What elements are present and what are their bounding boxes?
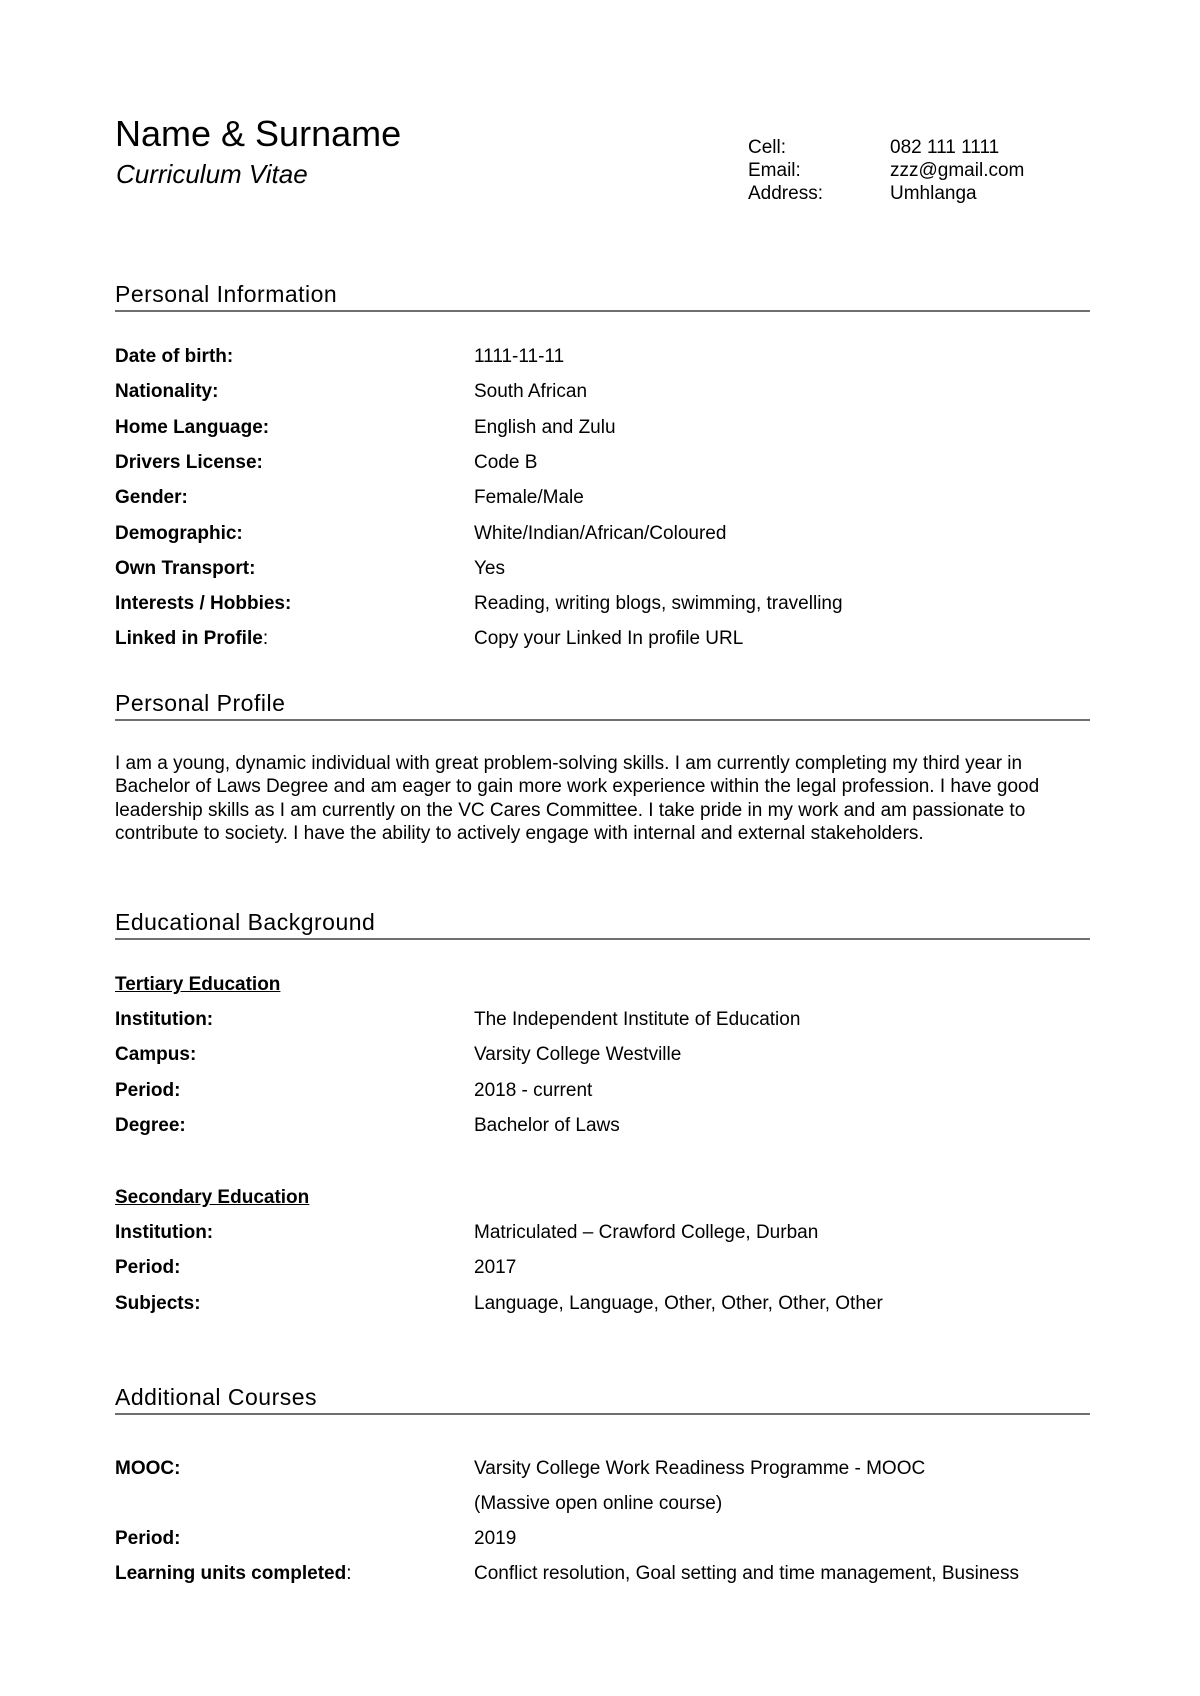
row-label: Date of birth: [115,346,234,367]
section-title-personal-information: Personal Information [115,279,1090,312]
contact-value: 082 111 1111 [890,137,1000,158]
row-label: Institution: [115,1009,214,1030]
row-value: Matriculated – Crawford College, Durban [474,1222,819,1243]
contact-row-address [748,182,1024,205]
row-label-colon: : [346,1563,352,1584]
info-row [115,451,537,475]
row-label: MOOC: [115,1458,181,1479]
row-value: 2017 [474,1257,517,1278]
row-value: South African [474,381,588,402]
row-value: (Massive open online course) [474,1493,723,1514]
row-label: Period: [115,1528,181,1549]
row-value: Conflict resolution, Goal setting and time management, Business [474,1563,1019,1584]
profile-paragraph: I am a young, dynamic individual with great problem-solving skills. I am currently completing my third year in Bachelor of Laws Degree and am eager to gain more work experience within the legal profession. I have good leadership skills as I am currently on the VC Cares Committee. I take pride in my work and am passionate to contribute to society. I have the ability to actively engage with internal and external stakeholders. [115,753,1040,844]
row-label-text: Learning units completed [115,1563,347,1584]
row-label [115,1562,474,1586]
row-label: Interests / Hobbies: [115,593,292,614]
info-row [115,1562,1019,1586]
info-row [115,1079,592,1103]
row-value: English and Zulu [474,417,616,438]
sub-heading-tertiary: Tertiary Education [115,974,281,995]
cv-subtitle: Curriculum Vitae [116,159,308,189]
contact-row-email [748,159,1024,182]
row-label: Home Language: [115,417,270,438]
row-value: Copy your Linked In profile URL [474,628,744,649]
row-label: Nationality: [115,381,219,402]
row-value: Reading, writing blogs, swimming, travelling [474,593,843,614]
info-row [115,522,726,546]
section-title-personal-profile: Personal Profile [115,688,1090,721]
contact-label: Email: [748,160,801,181]
row-label: Period: [115,1257,181,1278]
row-label-colon: : [262,628,269,649]
section-title-additional-courses: Additional Courses [115,1382,1090,1415]
row-value: Varsity College Westville [474,1044,682,1065]
contact-label: Cell: [748,137,787,158]
row-label: Campus: [115,1044,197,1065]
row-label: Institution: [115,1222,214,1243]
row-label: Demographic: [115,523,243,544]
info-row [115,1256,516,1280]
row-value: Language, Language, Other, Other, Other, Other [474,1293,883,1314]
contact-value: zzz@gmail.com [890,160,1025,181]
info-row [115,1008,800,1032]
contact-value: Umhlanga [890,183,977,204]
info-row [115,1043,681,1067]
info-row [115,627,743,651]
row-value: White/Indian/African/Coloured [474,523,727,544]
row-label [115,627,474,651]
contact-block [748,136,1024,205]
info-row [115,380,587,404]
info-row [115,1527,516,1551]
row-value: Varsity College Work Readiness Programme - MOOC [474,1458,926,1479]
row-label: Period: [115,1080,181,1101]
row-value: 1111-11-11 [474,346,565,367]
info-row [115,345,564,369]
section-title-educational-background: Educational Background [115,907,1090,940]
row-label: Own Transport: [115,558,256,579]
row-label: Subjects: [115,1293,201,1314]
info-row [115,1114,620,1138]
info-row [115,1457,925,1481]
info-row [115,1221,818,1245]
row-label: Gender: [115,487,188,508]
row-label: Degree: [115,1115,186,1136]
row-value: Yes [474,558,505,579]
info-row [115,1292,883,1316]
contact-row-cell [748,136,1024,159]
contact-label: Address: [748,183,823,204]
row-value: Female/Male [474,487,584,508]
info-row [115,592,843,616]
cv-name: Name & Surname [115,113,402,154]
info-row [115,486,584,510]
info-row [115,557,505,581]
row-value: 2019 [474,1528,517,1549]
row-label-text: Linked in Profile [115,628,263,649]
info-row [115,416,616,440]
row-value: Bachelor of Laws [474,1115,620,1136]
row-value: Code B [474,452,538,473]
row-value: 2018 - current [474,1080,593,1101]
info-row [115,1492,722,1516]
sub-heading-secondary: Secondary Education [115,1187,310,1208]
row-value: The Independent Institute of Education [474,1009,801,1030]
row-label: Drivers License: [115,452,263,473]
